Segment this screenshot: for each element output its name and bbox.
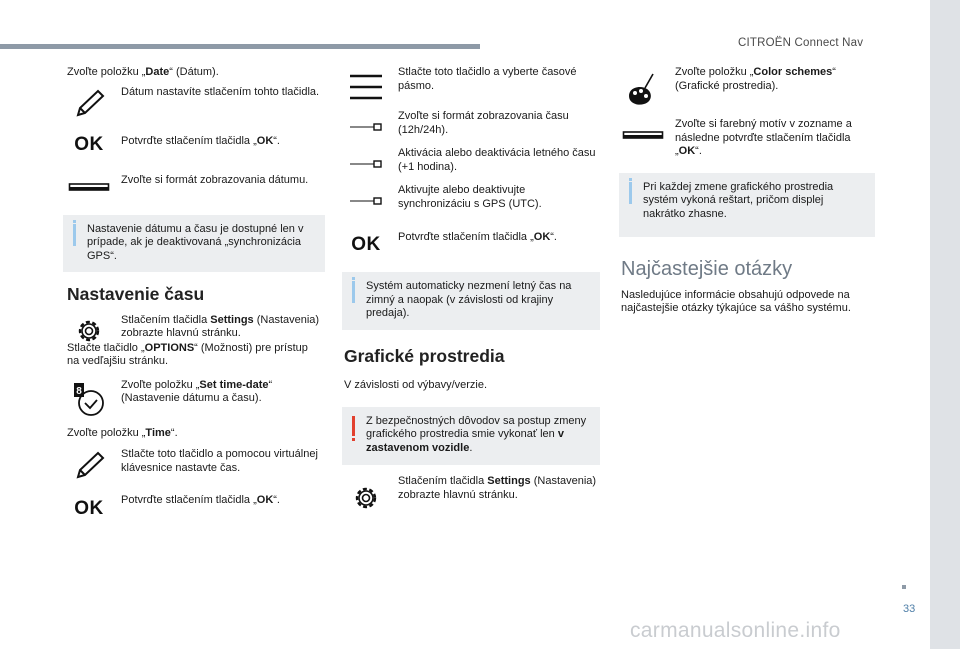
info-note-dst: Systém automaticky nezmení letný čas na zimný a naopak (v závislosti od krajiny predaja).: [342, 272, 600, 330]
step-gps-sync: Aktivujte alebo deaktivujte synchronizáciu s GPS (UTC).: [344, 184, 599, 212]
toggle-bar-icon[interactable]: [67, 170, 111, 204]
step-time-format: Zvoľte si formát zobrazovania času (12h/24h).: [344, 110, 599, 138]
pencil-icon[interactable]: [67, 448, 111, 482]
watermark: carmanualsonline.info: [630, 619, 841, 642]
step-settings-colors: Stlačením tlačidla Settings (Nastavenia) zobrazte hlavnú stránku.: [344, 475, 599, 503]
version-line: V závislosti od výbavy/verzie.: [344, 379, 488, 391]
step-daylight-saving: Aktivácia alebo deaktivácia letného času (+1 hodina).: [344, 147, 599, 175]
info-icon: [352, 281, 355, 303]
info-icon: [629, 182, 632, 204]
brand-title: CITROËN Connect Nav: [738, 37, 864, 49]
step-time-zone: Stlačte toto tlačidlo a vyberte časové pásmo.: [344, 66, 599, 94]
info-note-date: Nastavenie dátumu a času je dostupné len v prípade, ak je deaktivovaná „synchronizácia GPS“.: [63, 215, 325, 273]
pencil-icon[interactable]: [67, 86, 111, 120]
step-color-schemes: Zvoľte položku „Color schemes“ (Grafické prostredia).: [621, 66, 874, 94]
info-note-restart: Pri každej zmene grafického prostredia systém vykoná reštart, pričom displej nakrátko zhasne.: [619, 173, 875, 238]
column-middle: [344, 66, 599, 503]
faq-intro: Nasledujúce informácie obsahujú odpovede na najčastejšie otázky týkajúce sa vášho systému.: [621, 288, 851, 314]
toggle-switch-icon[interactable]: [344, 110, 388, 144]
heading-time-settings: Nastavenie času: [67, 284, 205, 304]
toggle-switch-icon[interactable]: [344, 184, 388, 218]
ok-button-icon[interactable]: OK: [351, 234, 381, 256]
ok-button-icon[interactable]: OK: [74, 133, 104, 155]
step-edit-date: Dátum nastavíte stlačením tohto tlačidla.: [67, 86, 323, 114]
toggle-bar-icon[interactable]: [621, 118, 665, 152]
step-confirm-ok-zone: OK Potvrďte stlačením tlačidla „OK“.: [344, 228, 599, 256]
step-confirm-ok: OK Potvrďte stlačením tlačidla „OK“.: [67, 128, 323, 156]
heading-color-schemes: Grafické prostredia: [344, 345, 505, 366]
clock-badge-icon[interactable]: [67, 379, 111, 413]
page-side-strip: [930, 0, 960, 649]
step-date-format: Zvoľte si formát zobrazovania dátumu.: [67, 170, 323, 198]
palette-icon[interactable]: [621, 66, 665, 100]
column-right: [621, 66, 874, 316]
svg-text:8: 8: [76, 385, 82, 397]
toggle-switch-icon[interactable]: [344, 147, 388, 181]
ok-button-icon[interactable]: OK: [74, 498, 104, 520]
warning-note-safety: Z bezpečnostných dôvodov sa postup zmeny grafického prostredia smie vykonať len v zastavenom vozidle.: [342, 407, 600, 466]
header-rule: [0, 44, 480, 49]
settings-gear-icon[interactable]: [67, 314, 111, 348]
heading-faq: Najčastejšie otázky: [621, 258, 793, 280]
page-number: 33: [903, 603, 916, 615]
column-left: [67, 66, 323, 520]
date-intro: Zvoľte položku „Date“ (Dátum).: [67, 66, 219, 78]
step-settings: Stlačením tlačidla Settings (Nastavenia) zobrazte hlavnú stránku.: [67, 314, 323, 342]
page-marker: [902, 585, 906, 589]
time-line: Zvoľte položku „Time“.: [67, 426, 178, 439]
options-line: Stlačte tlačidlo „OPTIONS“ (Možnosti) pre prístup na vedľajšiu stránku.: [67, 341, 308, 367]
step-edit-time: Stlačte toto tlačidlo a pomocou virtuálnej klávesnice nastavte čas.: [67, 448, 323, 476]
info-icon: [73, 224, 76, 246]
settings-gear-icon[interactable]: [344, 475, 388, 509]
warning-icon: [352, 416, 355, 436]
step-set-time-date: 8 Zvoľte položku „Set time-date“ (Nastavenie dátumu a času).: [67, 379, 323, 407]
step-choose-theme: Zvoľte si farebný motív v zozname a následne potvrďte stlačením tlačidla „OK“.: [621, 118, 874, 159]
menu-list-icon[interactable]: [344, 66, 388, 100]
step-confirm-ok-time: OK Potvrďte stlačením tlačidla „OK“.: [67, 492, 323, 520]
